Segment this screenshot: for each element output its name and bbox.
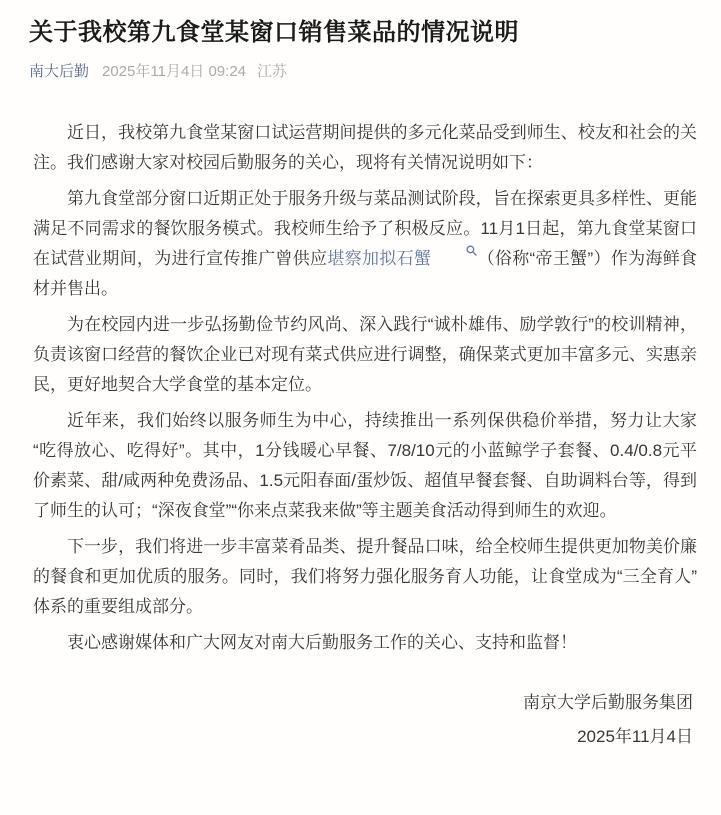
- paragraph-5-text: 下一步，我们将进一步丰富菜肴品类、提升餐品口味，给全校师生提供更加物美价廉的餐食和更加优质的服务。同时，我们将努力强化服务育人功能，让食堂成为“三全育人”体系的重要组成部分。: [33, 537, 697, 616]
- article-meta: [29, 62, 693, 82]
- publish-time: 2025年11月4日 09:24: [102, 63, 247, 80]
- author-link[interactable]: 南大后勤: [29, 63, 90, 80]
- paragraph-4-text: 近年来，我们始终以服务师生为中心，持续推出一系列保供稳价举措，努力让大家“吃得放心、吃得好”。其中，1分钱暖心早餐、7/8/10元的小蓝鲸学子套餐、0.4/0.8元平价素菜、甜/咸两种免费汤品、1.5元阳春面/蛋炒饭、超值早餐套餐、自助调料台等，得到了师生的认可；“深夜食堂”“你来点菜我来做”等主题美食活动得到师生的欢迎。: [33, 411, 697, 520]
- paragraph-6-text: 衷心感谢媒体和广大网友对南大后勤服务工作的关心、支持和监督！: [67, 633, 577, 652]
- paragraph-5: [33, 532, 697, 622]
- page-title: 关于我校第九食堂某窗口销售菜品的情况说明: [29, 19, 519, 46]
- entity-search-link[interactable]: [327, 249, 477, 268]
- paragraph-4: [33, 406, 697, 526]
- paragraph-3-text: 为在校园内进一步弘扬勤俭节约风尚、深入践行“诚朴雄伟、励学敦行”的校训精神，负责该窗口经营的餐饮企业已对现有菜式供应进行调整，确保菜式更加丰富多元、实惠亲民，更好地契合大学食堂的基本定位。: [33, 315, 697, 394]
- signature-org: 南京大学后勤服务集团: [523, 693, 693, 712]
- publish-location: 江苏: [257, 63, 288, 80]
- entity-link-label: 堪察加拟石蟹: [327, 249, 432, 268]
- paragraph-2-text-after: （俗称“帝王蟹”）作为海鲜食材并售出。: [33, 249, 698, 298]
- signature-block: [33, 686, 697, 754]
- paragraph-1: [33, 118, 697, 178]
- paragraph-3: [33, 310, 697, 400]
- paragraph-2: [33, 184, 697, 304]
- signature-date: 2025年11月4日: [577, 727, 693, 746]
- paragraph-6: [33, 628, 697, 658]
- search-icon: [432, 245, 477, 256]
- article-body: [33, 118, 697, 754]
- paragraph-1-text: 近日，我校第九食堂某窗口试运营期间提供的多元化菜品受到师生、校友和社会的关注。我们感谢大家对校园后勤服务的关心，现将有关情况说明如下：: [33, 123, 697, 172]
- article-header: [0, 0, 721, 82]
- paragraph-2-text-before: 第九食堂部分窗口近期正处于服务升级与菜品测试阶段，旨在探索更具多样性、更能满足不同需求的餐饮服务模式。我校师生给予了积极反应。11月1日起，第九食堂某窗口在试营业期间，为进行宣传推广曾供应: [33, 189, 697, 268]
